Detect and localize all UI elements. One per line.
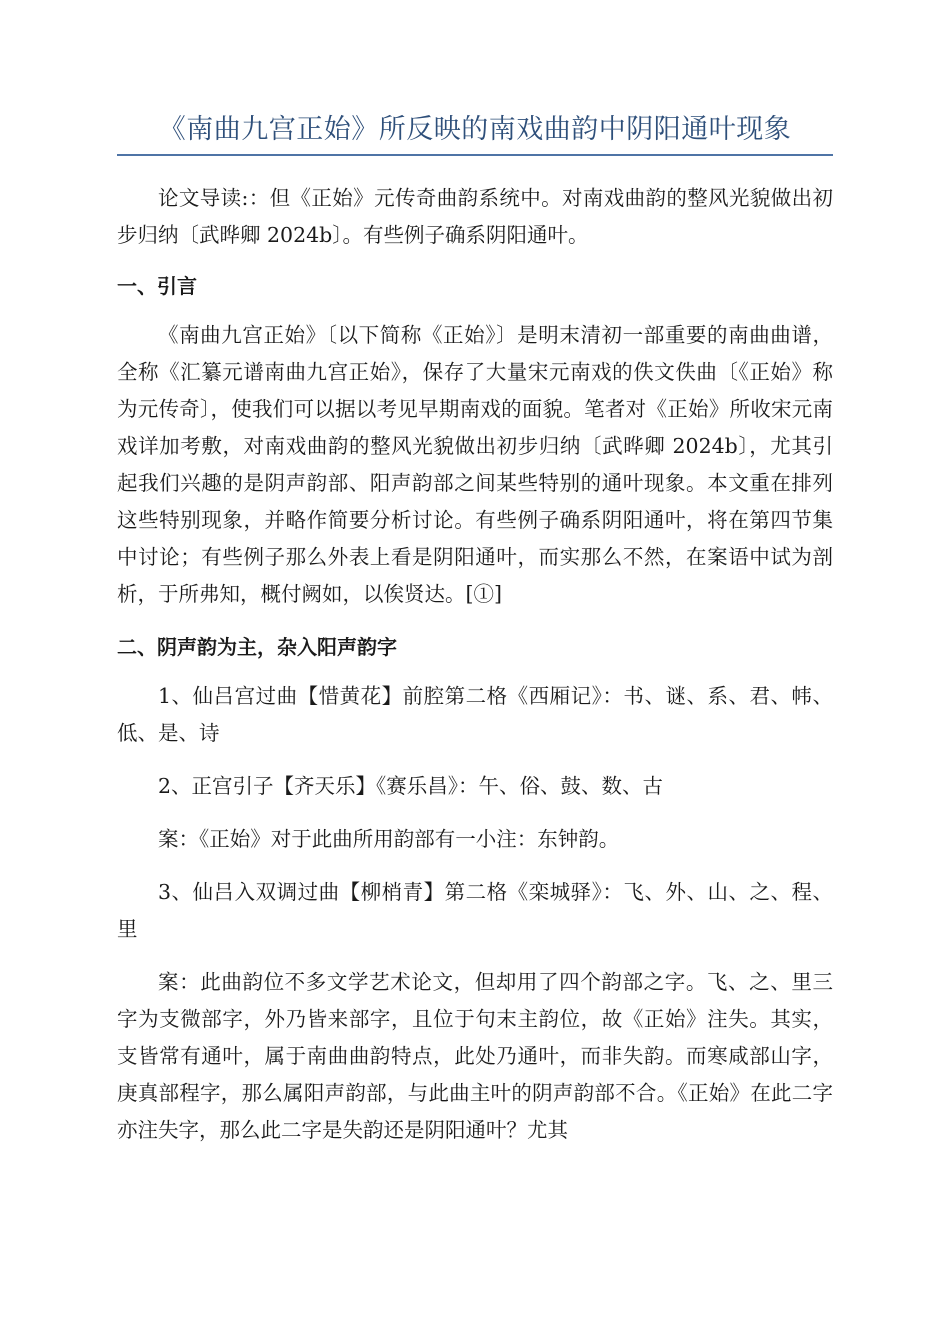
section-heading-introduction: 一、引言 <box>117 274 197 298</box>
note-paragraph: 案：《正始》对于此曲所用韵部有一小注：东钟韵。 <box>158 827 620 851</box>
document-title: 《南曲九宫正始》所反映的南戏曲韵中阴阳通叶现象 <box>117 110 833 156</box>
note-paragraph: 案：此曲韵位不多文学艺术论文，但却用了四个韵部之字。飞、之、里三字为支微部字，外乃皆来部字，且位于句末主韵位，故《正始》注失。其实，支皆常有通叶，属于南曲曲韵特点，此处乃通叶，而非失韵。而寒咸部山字，庚真部程字，那么属阳声韵部，与此曲主叶的阴声韵部不合。《正始》在此二字亦注失字，那么此二字是失韵还是阴阳通叶？尤其 <box>117 970 833 1142</box>
list-item: 3、仙吕入双调过曲【柳梢青】第二格《栾城驿》：飞、外、山、之、程、里 <box>117 880 833 941</box>
document-page <box>117 110 833 1149</box>
introduction-paragraph: 《南曲九宫正始》〔以下简称《正始》〕是明末清初一部重要的南曲曲谱，全称《汇纂元谱南曲九宫正始》，保存了大量宋元南戏的佚文佚曲〔《正始》称为元传奇〕，使我们可以据以考见早期南戏的面貌。笔者对《正始》所收宋元南戏详加考敷，对南戏曲韵的整风光貌做出初步归纳〔武晔卿 2024b〕，尤其引起我们兴趣的是阴声韵部、阳声韵部之间某些特别的通叶现象。本文重在排列这些特别现象，并略作简要分析讨论。有些例子确系阴阳通叶，将在第四节集中讨论；有些例子那么外表上看是阴阳通叶，而实那么不然，在案语中试为剖析，于所弗知，概付阙如，以俟贤达。[①] <box>117 323 833 606</box>
list-item: 1、仙吕宫过曲【惜黄花】前腔第二格《西厢记》：书、谜、系、君、帏、低、是、诗 <box>117 684 833 745</box>
list-item: 2、正宫引子【齐天乐】《赛乐昌》：午、俗、鼓、数、古 <box>158 774 664 798</box>
section-heading-yin-rhyme: 二、阴声韵为主，杂入阳声韵字 <box>117 635 397 659</box>
abstract-paragraph: 论文导读:：但《正始》元传奇曲韵系统中。对南戏曲韵的整风光貌做出初步归纳〔武晔卿 2024b〕。有些例子确系阴阳通叶。 <box>117 186 833 247</box>
